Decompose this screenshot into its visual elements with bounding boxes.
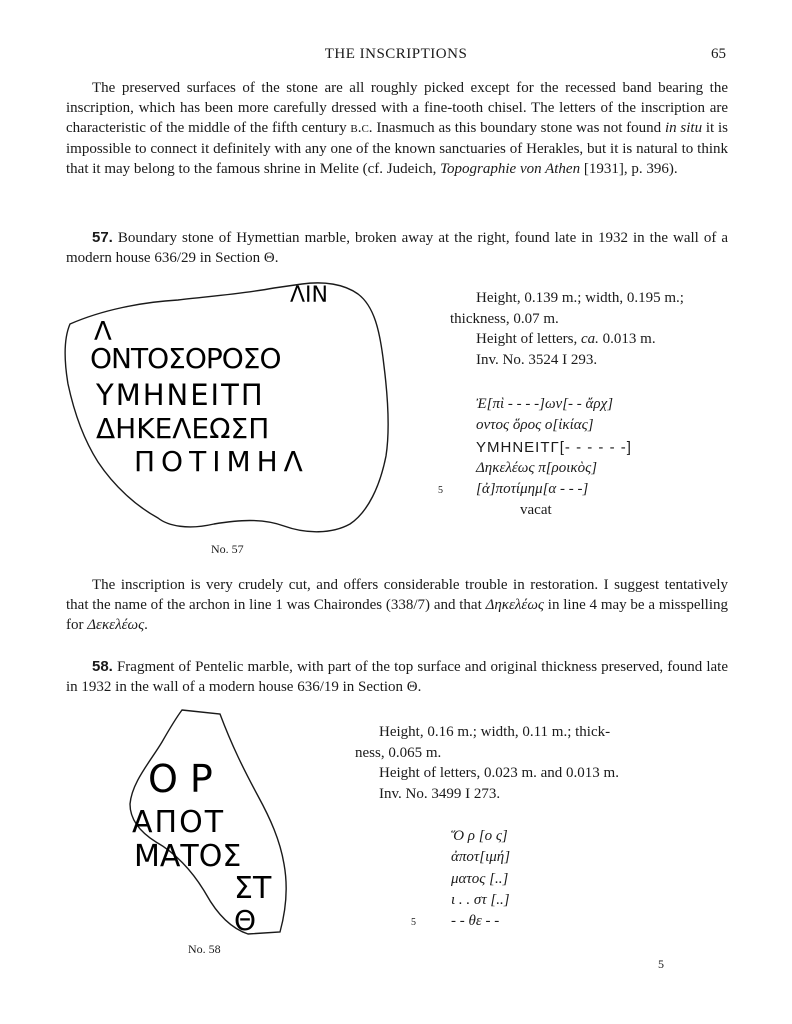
stone-57-row-4: ΥΜΗΝΕΙΤΠ <box>96 378 265 412</box>
figure-57-caption: No. 57 <box>211 542 244 556</box>
entry-58-transcription <box>451 826 510 932</box>
stone-58-drawing <box>120 706 295 938</box>
middle-paragraph: The inscription is very crudely cut, and offers considerable trouble in restoration. I suggest tentatively that the name of the archon in line 1 was Chairondes (338/7) and that Δηκελέως in line 4 may be a misspelling for Δεκελέως. <box>66 577 728 634</box>
stone-57-row-1: ΛΙΝ <box>290 283 328 308</box>
text-57-line-1: Ἐ[πὶ - - - -]ων[- - ἄρχ] <box>476 396 614 412</box>
entry-57-transcription <box>476 394 632 522</box>
stone-58-row-2: ΑΠΟΤ <box>132 805 226 840</box>
entry-58-number: 58. <box>92 658 113 675</box>
entry-58-description: 58. Fragment of Pentelic marble, with part of the top surface and original thickness preserved, found late in 1932 in the wall of a modern house 636/19 in Section Θ. <box>66 658 728 696</box>
text-58-line-5: - - θε - - <box>451 913 500 930</box>
stone-58-row-3: ΜΑΤΟΣ <box>134 839 242 874</box>
text-58-line-4: ι . . στ [..] <box>451 891 510 908</box>
stone-58-row-4: ΣΤ <box>234 871 272 906</box>
text-57-line-4: Δηκελέως π[ροικὸς] <box>476 459 598 476</box>
text-57-line-2: οντος ὅρος ο[ἰκίας] <box>476 417 594 434</box>
stone-57-row-5: ΔΗΚΕΛΕΩΣΠ <box>96 412 270 445</box>
text-57-line-3: ΥΜΗΝΕΙΤΓ[- - - - - -] <box>476 438 632 456</box>
running-head <box>0 46 792 68</box>
text-58-line-3: ματος [..] <box>451 870 509 887</box>
text-57-vacat: vacat <box>520 502 552 519</box>
stone-57-row-3: ΟΝΤΟΣΟΡΟΣΟ <box>90 342 281 375</box>
entry-57-description: 57. Boundary stone of Hymettian marble, broken away at the right, found late in 1932 in the wall of a modern house 636/29 in Section Θ. <box>66 229 728 267</box>
line-number-57: 5 <box>438 485 443 496</box>
page-number: 65 <box>711 46 726 62</box>
line-number-58: 5 <box>411 917 416 928</box>
entry-57-number: 57. <box>92 229 113 246</box>
figure-58-caption: No. 58 <box>188 942 221 956</box>
stone-57-drawing <box>62 280 392 538</box>
text-57-line-5: [ἀ]ποτίμημ[α - - -] <box>476 481 589 498</box>
running-title: THE INSCRIPTIONS <box>324 46 468 62</box>
stone-57-row-6: ΠΟΤΙΜΗΛ <box>134 445 309 478</box>
signature-mark: 5 <box>658 957 664 971</box>
stone-58-row-1: ΟΡ <box>148 757 225 801</box>
stone-58-row-5: Θ <box>234 904 257 937</box>
entry-58-measurements: Height, 0.16 m.; width, 0.11 m.; thick- ness, 0.065 m. Height of letters, 0.023 m. and 0.013 m. Inv. No. 3499 I 273. <box>355 724 619 802</box>
stone-57-row-2: Λ <box>94 317 112 347</box>
text-58-line-2: ἀποτ[ιμή] <box>451 849 511 866</box>
intro-paragraph: The preserved surfaces of the stone are all roughly picked except for the recessed band bearing the inscription, which has been more carefully dressed with a fine-tooth chisel. The letters of the inscription are characteristic of the middle of the fifth century b.c. Inasmuch as this boundary stone was not found in situ it is impossible to connect it definitely with any one of the known sanctuaries of Herakles, but it is natural to think that it may belong to the famous shrine in Melite (cf. Judeich, Topographie von Athen [1931], p. 396). <box>66 80 728 177</box>
entry-57-measurements: Height, 0.139 m.; width, 0.195 m.; thickness, 0.07 m. Height of letters, ca. 0.013 m. Inv. No. 3524 I 293. <box>450 290 684 368</box>
text-58-line-1: Ὅ ρ [ο ς] <box>451 828 508 844</box>
